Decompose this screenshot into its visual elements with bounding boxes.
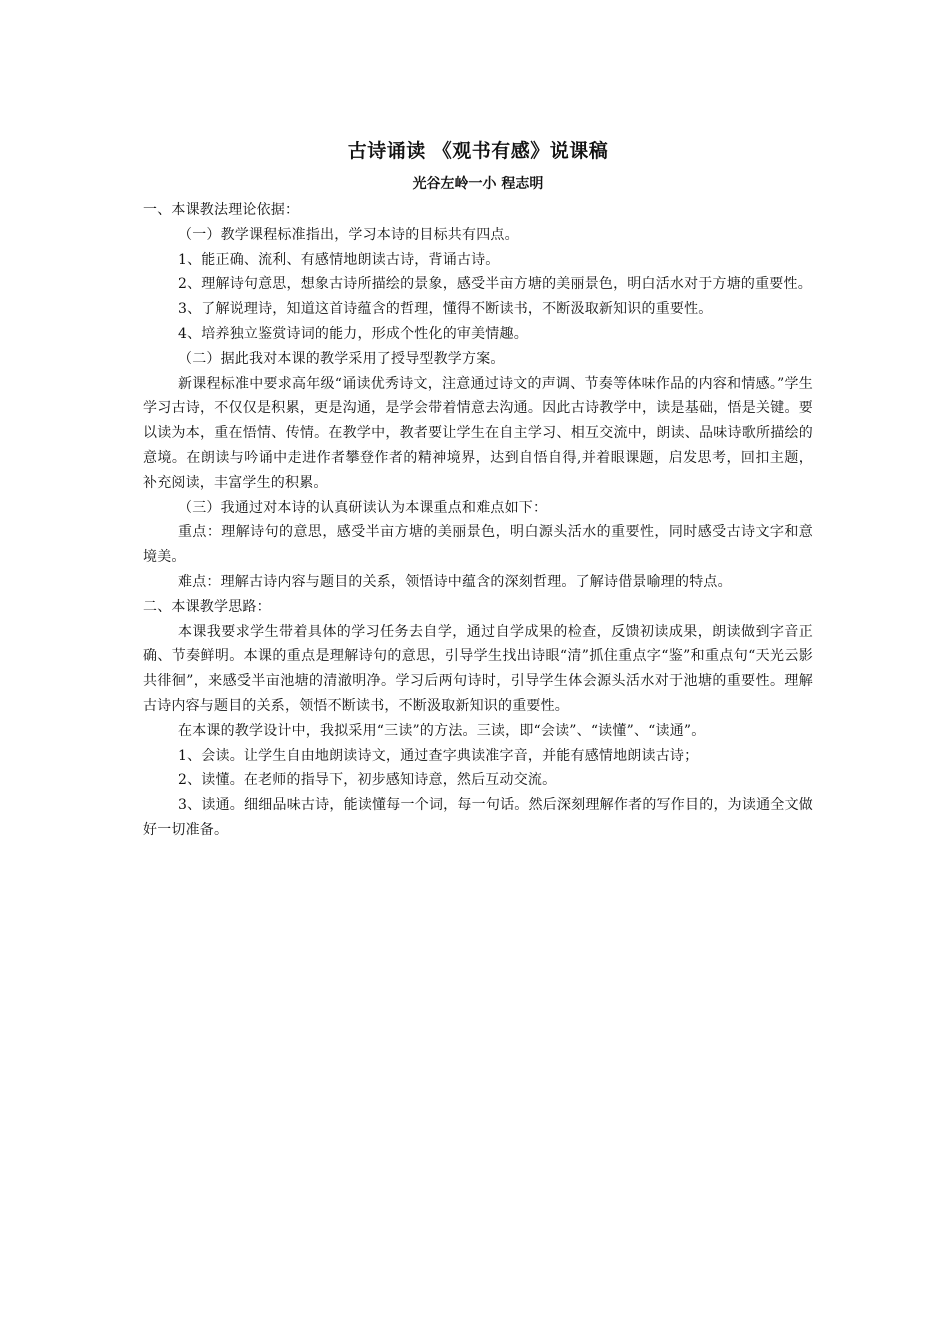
body-paragraph: 难点：理解古诗内容与题目的关系，领悟诗中蕴含的深刻哲理。了解诗借景喻理的特点。: [178, 573, 732, 590]
body-paragraph: （二）据此我对本课的教学采用了授导型教学方案。: [178, 350, 505, 367]
document-title: 古诗诵读 《观书有感》说课稿: [347, 140, 609, 162]
body-paragraph: 新课程标准中要求高年级“诵读优秀诗文，注意通过诗文的声调、节奏等体味作品的内容和情感。”学生学习古诗，不仅仅是积累，更是沟通，是学会带着情意去沟通。因此古诗教学中，读是基础，悟是关键。要以读为本，重在悟情、传情。在教学中，教者要让学生在自主学习、相互交流中，朗读、品味诗歌所描绘的意境。在朗读与吟诵中走进作者攀登作者的精神境界，达到自悟自得,并着眼课题，启发思考，回扣主题，补充阅读，丰富学生的积累。: [143, 375, 813, 491]
document-body: [143, 198, 813, 843]
body-paragraph: 2、读懂。在老师的指导下，初步感知诗意，然后互动交流。: [178, 772, 557, 789]
body-paragraph: 重点：理解诗句的意思，感受半亩方塘的美丽景色，明白源头活水的重要性，同时感受古诗文字和意境美。: [143, 524, 813, 566]
body-paragraph: （一）教学课程标准指出，学习本诗的目标共有四点。: [178, 226, 519, 243]
document-page: [143, 136, 813, 843]
body-paragraph: 在本课的教学设计中，我拟采用“三读”的方法。三读，即“会读”、“读懂”、“读通”。: [178, 722, 706, 739]
body-paragraph: 2、理解诗句意思，想象古诗所描绘的景象，感受半亩方塘的美丽景色，明白活水对于方塘的重要性。: [178, 276, 812, 293]
section-heading: 一、本课教法理论依据：: [143, 202, 300, 218]
body-paragraph: 4、培养独立鉴赏诗词的能力，形成个性化的审美情趣。: [178, 325, 528, 342]
body-paragraph: 1、能正确、流利、有感情地朗读古诗，背诵古诗。: [178, 251, 500, 268]
body-paragraph: 1、会读。让学生自由地朗读诗文，通过查字典读准字音，并能有感情地朗读古诗；: [178, 747, 699, 764]
body-paragraph: （三）我通过对本诗的认真研读认为本课重点和难点如下：: [178, 499, 548, 516]
body-paragraph: 本课我要求学生带着具体的学习任务去自学，通过自学成果的检查，反馈初读成果，朗读做到字音正确、节奏鲜明。本课的重点是理解诗句的意思，引导学生找出诗眼“清”抓住重点字“鉴”和重点句“天光云影共徘徊”，来感受半亩池塘的清澈明净。学习后两句诗时，引导学生体会源头活水对于池塘的重要性。理解古诗内容与题目的关系，领悟不断读书，不断汲取新知识的重要性。: [143, 623, 813, 714]
body-paragraph: 3、读通。细细品味古诗，能读懂每一个词，每一句话。然后深刻理解作者的写作目的，为读通全文做好一切准备。: [143, 797, 813, 838]
section-heading: 二、本课教学思路：: [143, 598, 271, 615]
body-paragraph: 3、了解说理诗，知道这首诗蕴含的哲理，懂得不断读书，不断汲取新知识的重要性。: [178, 301, 713, 318]
document-author: 光谷左岭一小 程志明: [412, 176, 544, 192]
